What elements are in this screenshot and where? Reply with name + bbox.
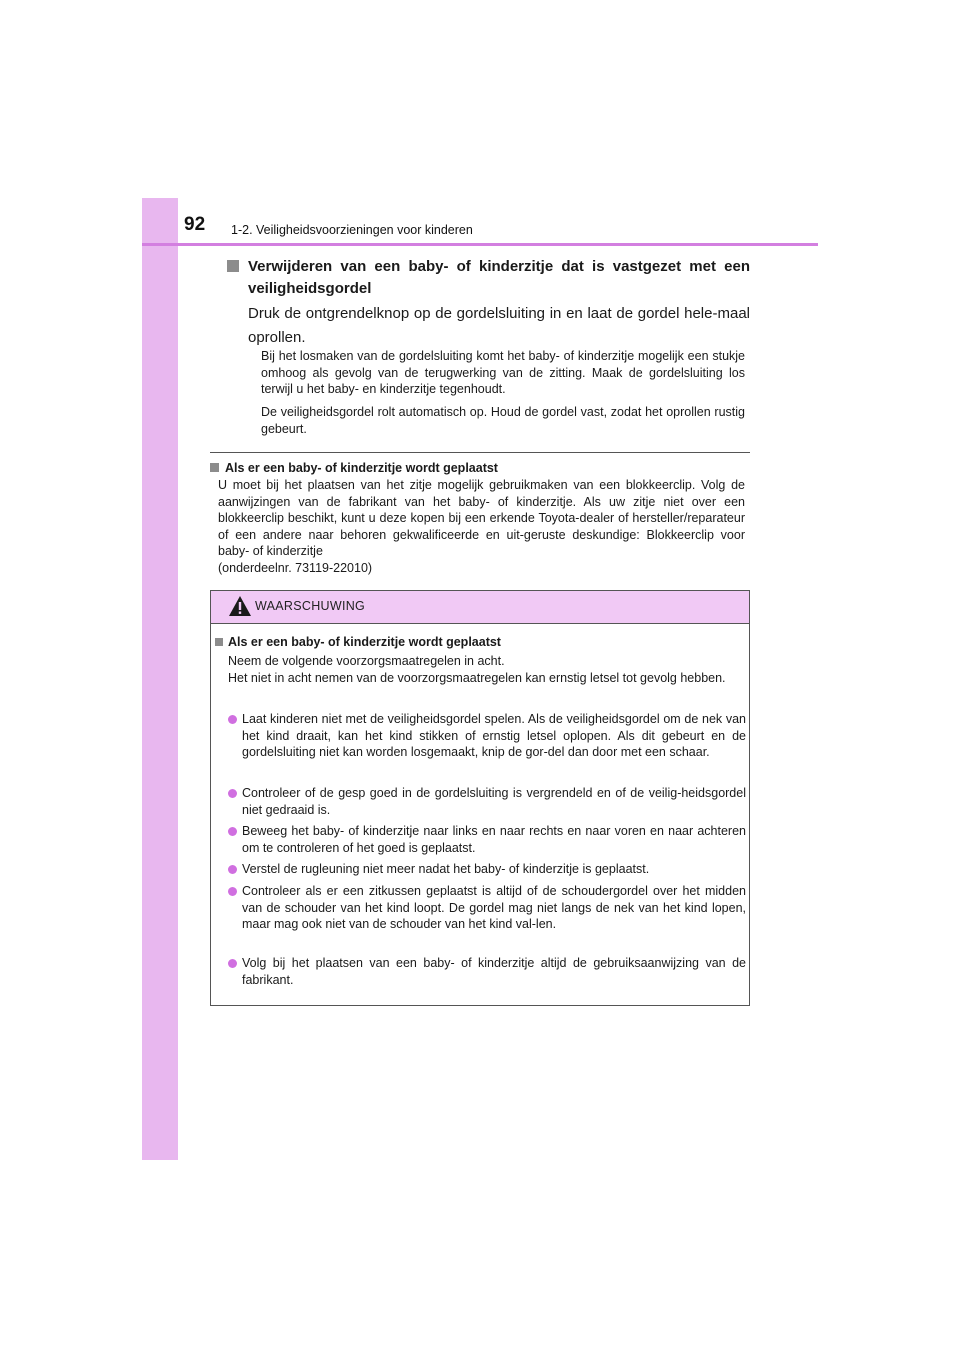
- info-heading-text: Als er een baby- of kinderzitje wordt geplaatst: [225, 461, 498, 475]
- warning-bullet-text: Controleer als er een zitkussen geplaatst is altijd of de schoudergordel over het midden van de schouder van het kind loopt. De gordel mag niet langs de nek van het kind lopen, maar mag ook niet van de schouder van het kind val-len.: [242, 884, 746, 931]
- square-bullet-icon: [227, 260, 239, 272]
- warning-intro-1: Neem de volgende voorzorgsmaatregelen in acht.: [228, 654, 505, 668]
- warning-bullet-5: [228, 883, 746, 933]
- info-heading: [210, 460, 498, 476]
- page-sidebar-band: [142, 198, 178, 1160]
- main-note-1: Bij het losmaken van de gordelsluiting komt het baby- of kinderzitje mogelijk een stukje omhoog als gevolg van de terugwerking van de zitting. Maak de gordelsluiting los terwijl u het baby- en kinderzitje tegenhoudt.: [261, 349, 745, 396]
- square-bullet-icon: [215, 638, 223, 646]
- bullet-dot-icon: [228, 789, 237, 798]
- warning-bullet-text: Volg bij het plaatsen van een baby- of kinderzitje altijd de gebruiksaanwijzing van de fabrikant.: [242, 956, 746, 987]
- main-note-2: De veiligheidsgordel rolt automatisch op. Houd de gordel vast, zodat het oprollen rustig gebeurt.: [261, 405, 745, 436]
- warning-bullet-text: Verstel de rugleuning niet meer nadat het baby- of kinderzitje is geplaatst.: [242, 862, 650, 876]
- warning-box: [210, 590, 750, 1006]
- warning-bullet-text: Laat kinderen niet met de veiligheidsgordel spelen. Als de veiligheidsgordel om de nek van het kind draait, kan het kind stikken of ernstig letsel oplopen. Als dit gebeurt en de gordelsluiting niet kan worden losgemaakt, knip de gor-del dan door met een schaar.: [242, 712, 746, 759]
- page-number: 92: [184, 214, 206, 235]
- warning-triangle-icon: [228, 595, 252, 617]
- main-instruction: Druk de ontgrendelknop op de gordelsluiting in en laat de gordel hele-maal oprollen.: [248, 305, 750, 346]
- warning-intro-2: Het niet in acht nemen van de voorzorgsmaatregelen kan ernstig letsel tot gevolg hebben.: [228, 670, 726, 685]
- warning-bullet-6: [228, 955, 746, 988]
- warning-bullet-text: Controleer of de gesp goed in de gordelsluiting is vergrendeld en of de veilig-heidsgordel niet gedraaid is.: [242, 786, 746, 817]
- main-heading: [225, 256, 750, 300]
- bullet-dot-icon: [228, 827, 237, 836]
- header-rule: [142, 243, 818, 246]
- info-paragraph: [218, 477, 745, 576]
- warning-heading-text: Als er een baby- of kinderzitje wordt geplaatst: [228, 635, 501, 649]
- warning-bullet-text: Beweeg het baby- of kinderzitje naar links en naar rechts en naar voren en naar achteren om te controleren of het goed is geplaatst.: [242, 824, 746, 855]
- section-title: 1-2. Veiligheidsvoorzieningen voor kinderen: [231, 223, 473, 237]
- warning-title: WAARSCHUWING: [255, 599, 366, 613]
- main-heading-text: Verwijderen van een baby- of kinderzitje dat is vastgezet met een veiligheidsgordel: [248, 258, 750, 297]
- warning-heading: [215, 634, 501, 650]
- warning-bullet-3: [228, 823, 746, 856]
- square-bullet-icon: [210, 463, 219, 472]
- warning-bullet-2: [228, 785, 746, 818]
- warning-bullet-4: [228, 861, 746, 878]
- section-divider: [210, 452, 750, 453]
- bullet-dot-icon: [228, 715, 237, 724]
- bullet-dot-icon: [228, 959, 237, 968]
- warning-header: [211, 591, 749, 624]
- bullet-dot-icon: [228, 865, 237, 874]
- info-part-number: (onderdeelnr. 73119-22010): [218, 560, 373, 575]
- bullet-dot-icon: [228, 887, 237, 896]
- warning-bullet-1: [228, 711, 746, 761]
- info-body: U moet bij het plaatsen van het zitje mogelijk gebruikmaken van een blokkeerclip. Volg de aanwijzingen van de fabrikant van het baby- of kinderzitje. Als uw zitje niet over een blokkeerclip beschikt, kunt u deze kopen bij een erkende Toyota-dealer of hersteller/reparateur of een andere naar behoren gekwalificeerde en uit-geruste deskundige: Blokkeerclip voor baby- of kinderzitje: [218, 478, 745, 558]
- warning-intro: [228, 653, 746, 686]
